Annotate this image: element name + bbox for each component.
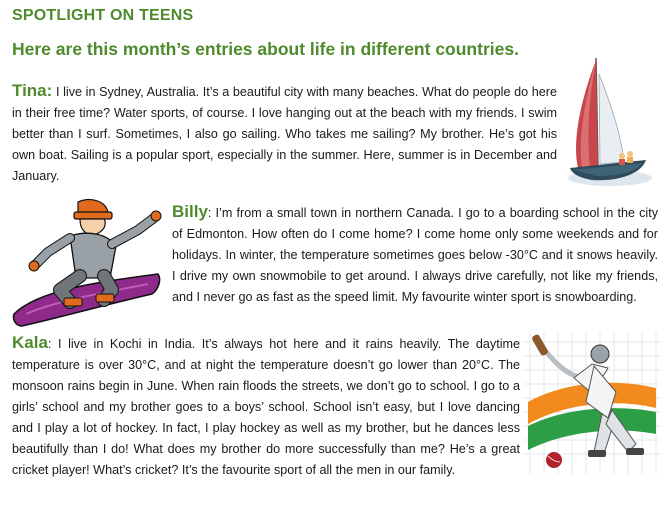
entry-text: : I’m from a small town in northern Canada. I go to a boarding school in the city of Edmonton. How often do I come home? I come home only some weekends and for holidays. In winter, the temperature sometimes goes below -30°C and it snows heavily. I drive my own snowmobile to get around. I always drive carefully, not like my friends, and I never go as fast as the speed limit. My favourite winter sport is snowboarding.: [172, 206, 658, 304]
snowboarder-illustration: [8, 194, 168, 330]
entry-billy: [172, 201, 658, 308]
entry-tina: [12, 80, 557, 187]
snowboarder-icon: [8, 194, 168, 330]
subheading: Here are this month’s entries about life in different countries.: [12, 39, 519, 59]
cricketer-illustration: [524, 332, 660, 474]
entry-kala: [12, 332, 520, 481]
entry-name: Billy: [172, 202, 208, 221]
cricketer-icon: [524, 332, 660, 474]
entry-name: Tina:: [12, 81, 53, 100]
sailboat-icon: [562, 52, 654, 192]
page-heading: SPOTLIGHT ON TEENS: [12, 7, 194, 24]
entry-text: : I live in Kochi in India. It’s always hot here and it rains heavily. The daytime temperature is over 30°C, and at night the temperature doesn’t go lower than 20°C. The monsoon rains begin in June. When rain floods the streets, we don’t go to school. I go to a girls’ school and my brother goes to a boys’ school. School isn’t easy, but I love dancing and I play a lot of hockey. In fact, I play hockey as well as my brother, but he dances less beautifully than I do! What does my brother do more successfully than me? He’s a great cricket player! What’s cricket? It’s the favourite sport of all the men in our family.: [12, 337, 520, 477]
sailboat-illustration: [562, 52, 654, 192]
entry-name: Kala: [12, 333, 48, 352]
entry-text: I live in Sydney, Australia. It’s a beautiful city with many beaches. What do people do here in their free time? Water sports, of course. I love hanging out at the beach with my friends. I swim better than I surf. Sometimes, I also go sailing. Who takes me sailing? My brother. He’s got his own boat. Sailing is a popular sport, especially in the summer. Here, summer is in December and January.: [12, 85, 557, 183]
